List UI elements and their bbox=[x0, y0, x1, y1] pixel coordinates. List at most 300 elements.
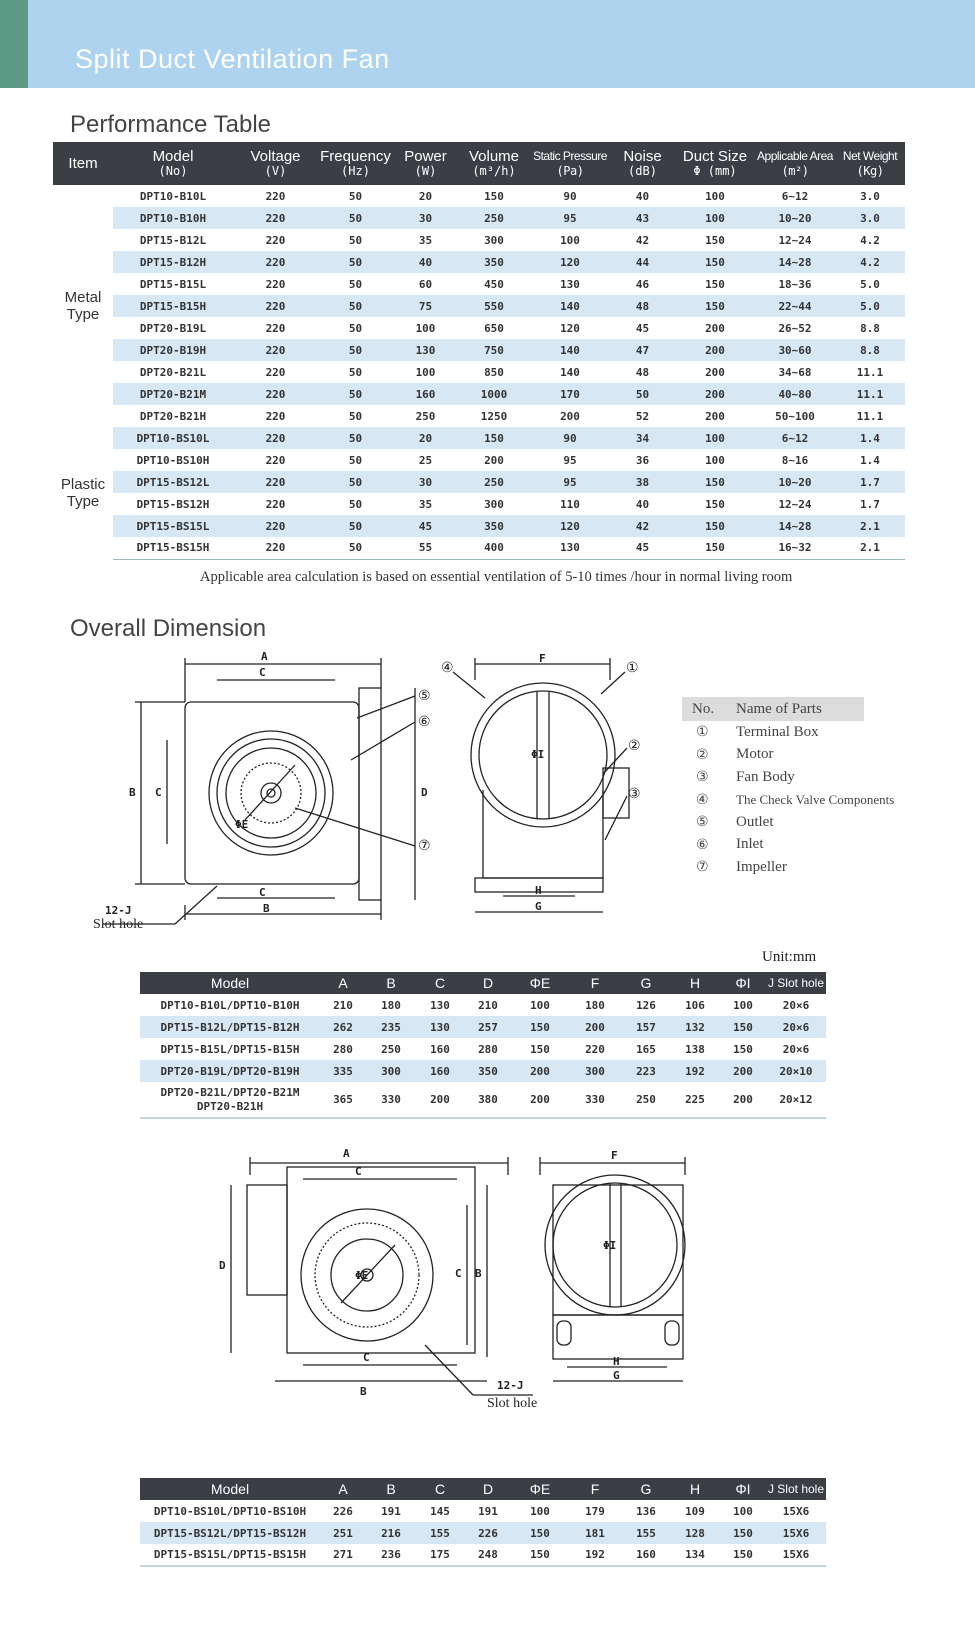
perf-cell: 11.1 bbox=[856, 365, 884, 379]
label-phi-i: ΦI bbox=[531, 748, 545, 761]
perf-cell: 50 bbox=[348, 365, 363, 379]
perf-cell: DPT20-B21H bbox=[139, 409, 207, 423]
perf-row bbox=[53, 449, 905, 471]
dim-cell: 300 bbox=[568, 1060, 622, 1082]
dim-cell: 216 bbox=[366, 1522, 416, 1544]
perf-cell: 48 bbox=[610, 295, 675, 317]
parts-row bbox=[682, 811, 894, 834]
dim-cell: DPT10-B10L/DPT10-B10H bbox=[160, 998, 300, 1012]
unit-label: Unit:mm bbox=[762, 949, 817, 965]
perf-col-title: Duct Size bbox=[682, 147, 748, 165]
dim-row bbox=[140, 1060, 826, 1082]
dim-cell: 271 bbox=[320, 1544, 366, 1566]
perf-cell: 130 bbox=[393, 339, 458, 361]
dim-cell: 145 bbox=[430, 1504, 450, 1518]
dim-cell: 248 bbox=[464, 1544, 512, 1566]
dim-cell: 200 bbox=[512, 1082, 568, 1118]
perf-cell: 42 bbox=[610, 515, 675, 537]
perf-cell: DPT10-BS10H bbox=[136, 453, 210, 467]
dim-col-header: ΦI bbox=[720, 972, 766, 994]
dim-col-header: B bbox=[366, 1478, 416, 1500]
plastic-label-c-bottom: C bbox=[363, 1351, 370, 1364]
dim-cell: 150 bbox=[720, 1544, 766, 1566]
dim-cell: DPT15-BS12L/DPT15-BS12H bbox=[140, 1522, 320, 1544]
parts-number: ⑥ bbox=[696, 836, 709, 853]
dim-cell: 350 bbox=[464, 1060, 512, 1082]
perf-row bbox=[53, 471, 905, 493]
perf-row bbox=[53, 229, 905, 251]
dim-col-header: C bbox=[416, 1478, 464, 1500]
perf-cell: 8.8 bbox=[860, 321, 880, 335]
perf-cell: 350 bbox=[458, 251, 530, 273]
parts-number: ④ bbox=[696, 791, 709, 808]
perf-col-title: Item bbox=[68, 155, 98, 172]
perf-cell: 4.2 bbox=[860, 233, 880, 247]
perf-cell: 30 bbox=[393, 471, 458, 493]
perf-cell: 750 bbox=[458, 339, 530, 361]
perf-cell: 1.7 bbox=[860, 497, 880, 511]
dim-cell: 126 bbox=[636, 998, 656, 1012]
perf-cell: 20 bbox=[418, 189, 433, 203]
performance-section-title: Performance Table bbox=[70, 111, 271, 138]
label-b-bottom: B bbox=[263, 902, 270, 915]
dim-cell: 200 bbox=[720, 1060, 766, 1082]
perf-cell: 50 bbox=[318, 383, 393, 405]
dim-row bbox=[140, 994, 826, 1016]
parts-row bbox=[682, 834, 894, 857]
dim-cell: 200 bbox=[512, 1060, 568, 1082]
perf-cell: 150 bbox=[675, 471, 755, 493]
dim-col-header: D bbox=[464, 1478, 512, 1500]
perf-cell: 220 bbox=[265, 189, 286, 203]
dim-cell: 200 bbox=[720, 1082, 766, 1118]
metal-inlet-ring bbox=[209, 731, 333, 855]
perf-cell: 140 bbox=[530, 295, 610, 317]
parts-name: Impeller bbox=[736, 858, 787, 875]
dim-col-header: D bbox=[464, 972, 512, 994]
perf-cell: 200 bbox=[705, 321, 725, 335]
dim-row bbox=[140, 1544, 826, 1566]
perf-cell: 3.0 bbox=[860, 189, 880, 203]
dim-cell: 157 bbox=[622, 1016, 670, 1038]
perf-col-header bbox=[755, 142, 835, 185]
parts-legend bbox=[682, 697, 894, 879]
perf-cell: 1.4 bbox=[835, 427, 905, 449]
plastic-fan-drawings bbox=[215, 1145, 735, 1445]
dim-cell: 235 bbox=[366, 1016, 416, 1038]
dim-cell: 109 bbox=[685, 1504, 705, 1518]
perf-cell: 50 bbox=[318, 339, 393, 361]
dim-cell: 130 bbox=[416, 1016, 464, 1038]
dim-row bbox=[140, 1522, 826, 1544]
parts-row bbox=[682, 856, 894, 879]
perf-cell: DPT10-BS10L bbox=[113, 427, 233, 449]
perf-col-header bbox=[393, 142, 458, 185]
perf-cell: 150 bbox=[675, 515, 755, 537]
perf-cell: 35 bbox=[418, 233, 433, 247]
parts-number: ⑦ bbox=[696, 859, 709, 876]
parts-row bbox=[682, 766, 894, 789]
perf-row bbox=[53, 493, 905, 515]
dim-cell: 335 bbox=[320, 1060, 366, 1082]
dim-cell: 20×10 bbox=[766, 1060, 826, 1082]
dim-row bbox=[140, 1082, 826, 1118]
dim-col-header: H bbox=[670, 972, 720, 994]
perf-row bbox=[53, 339, 905, 361]
dim-cell: 280 bbox=[333, 1042, 353, 1056]
dim-col-header: ΦE bbox=[512, 972, 568, 994]
perf-cell: DPT15-B15H bbox=[113, 295, 233, 317]
perf-cell: 200 bbox=[560, 409, 580, 423]
perf-cell: 100 bbox=[415, 365, 436, 379]
dim-cell: 225 bbox=[670, 1082, 720, 1118]
perf-cell: DPT15-B15L bbox=[139, 277, 207, 291]
plastic-label-slot-j: 12-J bbox=[497, 1379, 524, 1392]
parts-name: Fan Body bbox=[736, 768, 795, 785]
perf-cell: 140 bbox=[560, 365, 580, 379]
perf-cell: 34~68 bbox=[778, 365, 812, 379]
perf-cell: DPT20-B19L bbox=[139, 321, 207, 335]
perf-cell: 14~28 bbox=[755, 515, 835, 537]
perf-cell: 50~100 bbox=[775, 409, 815, 423]
perf-cell: 1000 bbox=[458, 383, 530, 405]
dim-cell: 150 bbox=[530, 1042, 550, 1056]
dim-cell: 106 bbox=[685, 998, 705, 1012]
dim-col-header: A bbox=[320, 1478, 366, 1500]
parts-name: Inlet bbox=[736, 836, 764, 853]
perf-cell: 26~52 bbox=[778, 321, 812, 335]
perf-col-title: Voltage bbox=[250, 147, 301, 165]
dim-row bbox=[140, 1016, 826, 1038]
dim-col-header: F bbox=[568, 1478, 622, 1500]
callout-5: ⑤ bbox=[418, 689, 431, 704]
dim-row bbox=[140, 1038, 826, 1060]
perf-col-title: Power bbox=[404, 147, 447, 165]
callout-2: ② bbox=[628, 739, 641, 754]
perf-cell: 1.4 bbox=[860, 453, 880, 467]
perf-cell: 120 bbox=[530, 251, 610, 273]
perf-cell: 150 bbox=[705, 233, 725, 247]
perf-cell: 95 bbox=[563, 453, 577, 467]
perf-cell: DPT10-B10L bbox=[139, 189, 207, 203]
plastic-drawing-labels bbox=[219, 1147, 620, 1411]
plastic-dimension-table bbox=[140, 1478, 826, 1567]
parts-no-header: No. bbox=[692, 700, 715, 717]
dim-cell: 300 bbox=[366, 1060, 416, 1082]
plastic-label-h: H bbox=[613, 1355, 620, 1368]
dim-cell: 15X6 bbox=[766, 1522, 826, 1544]
perf-cell: 220 bbox=[233, 295, 318, 317]
dim-cell: 130 bbox=[430, 998, 450, 1012]
dim-cell: 175 bbox=[416, 1544, 464, 1566]
parts-name: Motor bbox=[736, 746, 774, 763]
dim-cell: 330 bbox=[366, 1082, 416, 1118]
perf-cell: 8~16 bbox=[781, 453, 809, 467]
perf-row bbox=[53, 361, 905, 383]
perf-cell: 200 bbox=[705, 409, 725, 423]
dim-cell: 180 bbox=[381, 998, 401, 1012]
perf-col-unit: (m²) bbox=[781, 163, 809, 178]
dim-cell: 191 bbox=[381, 1504, 401, 1518]
perf-cell: 400 bbox=[458, 537, 530, 559]
parts-number: ① bbox=[696, 724, 709, 741]
perf-cell: 36 bbox=[635, 453, 650, 467]
perf-cell: 170 bbox=[530, 383, 610, 405]
dim-cell: 155 bbox=[622, 1522, 670, 1544]
perf-col-title: Static Pressure bbox=[533, 148, 607, 163]
perf-cell: 1250 bbox=[480, 409, 508, 423]
perf-cell: DPT20-B19H bbox=[113, 339, 233, 361]
perf-row bbox=[53, 383, 905, 405]
perf-cell: 50 bbox=[318, 207, 393, 229]
perf-col-unit: (Pa) bbox=[556, 163, 584, 178]
dim-cell: 20×12 bbox=[766, 1082, 826, 1118]
perf-cell: 45 bbox=[610, 537, 675, 559]
perf-cell: 300 bbox=[484, 233, 504, 247]
plastic-label-b-bottom: B bbox=[360, 1385, 367, 1398]
perf-cell: 220 bbox=[265, 365, 286, 379]
dim-col-header: J Slot hole bbox=[766, 1478, 826, 1500]
perf-cell: 250 bbox=[458, 207, 530, 229]
dim-cell: 330 bbox=[568, 1082, 622, 1118]
dim-cell: 226 bbox=[333, 1504, 353, 1518]
dim-cell: 20×6 bbox=[766, 1016, 826, 1038]
perf-cell: 95 bbox=[530, 471, 610, 493]
label-g: G bbox=[535, 900, 542, 913]
perf-cell: 12~24 bbox=[778, 233, 812, 247]
banner-accent-tab bbox=[0, 0, 28, 88]
perf-cell: 52 bbox=[635, 409, 650, 423]
perf-row bbox=[53, 537, 905, 559]
perf-row bbox=[53, 185, 905, 207]
perf-cell: 250 bbox=[415, 409, 436, 423]
perf-col-title: Applicable Area bbox=[757, 148, 833, 163]
dim-cell: 191 bbox=[478, 1504, 498, 1518]
dim-cell: 236 bbox=[366, 1544, 416, 1566]
dim-cell: 210 bbox=[478, 998, 498, 1012]
dim-cell: 223 bbox=[622, 1060, 670, 1082]
perf-cell: 30 bbox=[393, 207, 458, 229]
parts-row bbox=[682, 744, 894, 767]
plastic-label-d: D bbox=[219, 1259, 226, 1272]
dim-col-header: A bbox=[320, 972, 366, 994]
perf-cell: 50 bbox=[610, 383, 675, 405]
perf-cell: DPT15-BS15L bbox=[113, 515, 233, 537]
perf-cell: 40~80 bbox=[755, 383, 835, 405]
dim-col-header: J Slot hole bbox=[766, 972, 826, 994]
perf-cell: 130 bbox=[530, 537, 610, 559]
perf-cell: 8.8 bbox=[835, 339, 905, 361]
plastic-label-a: A bbox=[343, 1147, 350, 1160]
perf-cell: 45 bbox=[635, 321, 650, 335]
perf-cell: 850 bbox=[484, 365, 504, 379]
dim-cell: 180 bbox=[585, 998, 605, 1012]
perf-cell: 150 bbox=[705, 277, 725, 291]
dim-col-header: G bbox=[622, 1478, 670, 1500]
label-a: A bbox=[261, 650, 268, 663]
plastic-label-b-vert: B bbox=[475, 1267, 482, 1280]
label-h: H bbox=[535, 884, 542, 897]
perf-cell: 40 bbox=[393, 251, 458, 273]
perf-cell: 220 bbox=[233, 339, 318, 361]
label-slot-j: 12-J bbox=[105, 904, 132, 917]
perf-col-header bbox=[233, 142, 318, 185]
perf-cell: 2.1 bbox=[835, 537, 905, 559]
perf-cell: 350 bbox=[458, 515, 530, 537]
perf-cell: DPT15-BS12L bbox=[113, 471, 233, 493]
perf-col-title: Volume bbox=[468, 147, 520, 165]
perf-cell: 47 bbox=[610, 339, 675, 361]
perf-cell: 6~12 bbox=[755, 427, 835, 449]
perf-cell: DPT20-B21M bbox=[113, 383, 233, 405]
dim-cell: 280 bbox=[478, 1042, 498, 1056]
perf-cell: 250 bbox=[458, 471, 530, 493]
dim-cell: 200 bbox=[416, 1082, 464, 1118]
perf-cell: 150 bbox=[675, 251, 755, 273]
perf-cell: 55 bbox=[393, 537, 458, 559]
dim-col-header: ΦE bbox=[512, 1478, 568, 1500]
dim-cell: 160 bbox=[622, 1544, 670, 1566]
parts-name: Outlet bbox=[736, 813, 774, 830]
perf-col-header bbox=[610, 142, 675, 185]
label-c-vert: C bbox=[155, 786, 162, 799]
perf-cell: 100 bbox=[560, 233, 580, 247]
perf-row bbox=[53, 515, 905, 537]
dim-col-header: ΦI bbox=[720, 1478, 766, 1500]
plastic-label-g: G bbox=[613, 1369, 620, 1382]
perf-cell: DPT15-B12H bbox=[113, 251, 233, 273]
dim-cell: 136 bbox=[636, 1504, 656, 1518]
dim-col-header: C bbox=[416, 972, 464, 994]
dim-cell: 20×6 bbox=[782, 998, 810, 1012]
label-c-bottom: C bbox=[259, 886, 266, 899]
perf-cell: 90 bbox=[563, 189, 577, 203]
dim-col-header: B bbox=[366, 972, 416, 994]
perf-col-header bbox=[458, 142, 530, 185]
dim-cell: 257 bbox=[464, 1016, 512, 1038]
metal-outlet-flange bbox=[359, 688, 381, 900]
perf-cell: 220 bbox=[233, 471, 318, 493]
perf-cell: 50 bbox=[348, 189, 363, 203]
perf-cell: 220 bbox=[265, 409, 286, 423]
perf-row bbox=[53, 207, 905, 229]
dim-cell: 20×6 bbox=[782, 1042, 810, 1056]
perf-cell: 46 bbox=[635, 277, 650, 291]
perf-col-header bbox=[835, 142, 905, 185]
parts-number: ③ bbox=[696, 769, 709, 786]
dim-col-header: G bbox=[622, 972, 670, 994]
perf-cell: 110 bbox=[560, 497, 580, 511]
plastic-outlet bbox=[247, 1185, 287, 1295]
perf-cell: DPT15-B12L bbox=[139, 233, 207, 247]
perf-cell: 220 bbox=[233, 515, 318, 537]
perf-cell: 50 bbox=[318, 537, 393, 559]
dim-cell: 100 bbox=[530, 998, 550, 1012]
perf-cell: 50 bbox=[348, 321, 363, 335]
metal-fan-drawings bbox=[85, 650, 685, 940]
perf-col-title: Model bbox=[152, 147, 194, 165]
perf-col-header bbox=[318, 142, 393, 185]
perf-cell: 35 bbox=[418, 497, 433, 511]
callout-6: ⑥ bbox=[418, 715, 431, 730]
dim-cell: 250 bbox=[381, 1042, 401, 1056]
dim-cell: 192 bbox=[568, 1544, 622, 1566]
dim-cell: 150 bbox=[512, 1016, 568, 1038]
perf-cell: 100 bbox=[705, 189, 725, 203]
dim-cell: DPT15-BS15L/DPT15-BS15H bbox=[140, 1544, 320, 1566]
perf-cell: 1.7 bbox=[835, 471, 905, 493]
perf-cell: DPT10-B10H bbox=[113, 207, 233, 229]
perf-cell: 5.0 bbox=[860, 277, 880, 291]
perf-cell: 220 bbox=[265, 233, 286, 247]
perf-cell: 220 bbox=[265, 277, 286, 291]
perf-col-header bbox=[675, 142, 755, 185]
dim-cell: 251 bbox=[320, 1522, 366, 1544]
perf-col-unit: Φ (mm) bbox=[693, 163, 737, 178]
dim-col-header: H bbox=[670, 1478, 720, 1500]
perf-cell: 38 bbox=[610, 471, 675, 493]
perf-cell: 4.2 bbox=[835, 251, 905, 273]
perf-cell: 220 bbox=[233, 427, 318, 449]
dim-cell: 15X6 bbox=[766, 1544, 826, 1566]
perf-cell: 220 bbox=[233, 207, 318, 229]
dim-cell: 132 bbox=[670, 1016, 720, 1038]
perf-cell: 120 bbox=[560, 321, 580, 335]
dim-cell: DPT20-B21L/DPT20-B21M DPT20-B21H bbox=[140, 1082, 320, 1118]
dim-cell: DPT15-B12L/DPT15-B12H bbox=[140, 1016, 320, 1038]
perf-cell: 200 bbox=[675, 339, 755, 361]
perf-cell: 95 bbox=[530, 207, 610, 229]
label-b: B bbox=[129, 786, 136, 799]
performance-header-row bbox=[53, 142, 905, 185]
dimension-section-title: Overall Dimension bbox=[70, 615, 267, 642]
parts-number: ⑤ bbox=[696, 814, 709, 831]
dim-col-header: F bbox=[568, 972, 622, 994]
perf-cell: 200 bbox=[484, 453, 504, 467]
dim-header-row bbox=[140, 1478, 826, 1500]
metal-dimension-table bbox=[140, 972, 826, 1119]
dim-cell: 150 bbox=[512, 1522, 568, 1544]
perf-cell: 45 bbox=[393, 515, 458, 537]
perf-cell: 50 bbox=[348, 409, 363, 423]
dim-cell: 165 bbox=[636, 1042, 656, 1056]
dim-cell: 15X6 bbox=[782, 1504, 810, 1518]
perf-cell: 22~44 bbox=[755, 295, 835, 317]
label-c: C bbox=[259, 666, 266, 679]
perf-cell: 150 bbox=[705, 497, 725, 511]
perf-cell: 220 bbox=[233, 537, 318, 559]
dim-cell: DPT15-B15L/DPT15-B15H bbox=[160, 1042, 300, 1056]
plastic-side-base bbox=[553, 1315, 683, 1359]
perf-col-unit: (Kg) bbox=[856, 163, 884, 178]
perf-cell: 18~36 bbox=[778, 277, 812, 291]
dim-cell: 160 bbox=[430, 1042, 450, 1056]
dim-cell: 250 bbox=[622, 1082, 670, 1118]
dim-cell: 150 bbox=[720, 1016, 766, 1038]
perf-col-header bbox=[53, 142, 113, 185]
perf-row bbox=[53, 427, 905, 449]
perf-col-title: Noise bbox=[623, 147, 662, 165]
perf-cell: 3.0 bbox=[835, 207, 905, 229]
page-title: Split Duct Ventilation Fan bbox=[75, 44, 390, 74]
dim-row bbox=[140, 1500, 826, 1522]
perf-cell: 130 bbox=[560, 277, 580, 291]
perf-cell: 100 bbox=[675, 427, 755, 449]
performance-table bbox=[53, 142, 905, 560]
perf-cell: DPT15-BS15H bbox=[113, 537, 233, 559]
perf-cell: 75 bbox=[393, 295, 458, 317]
perf-cell: 50 bbox=[318, 427, 393, 449]
